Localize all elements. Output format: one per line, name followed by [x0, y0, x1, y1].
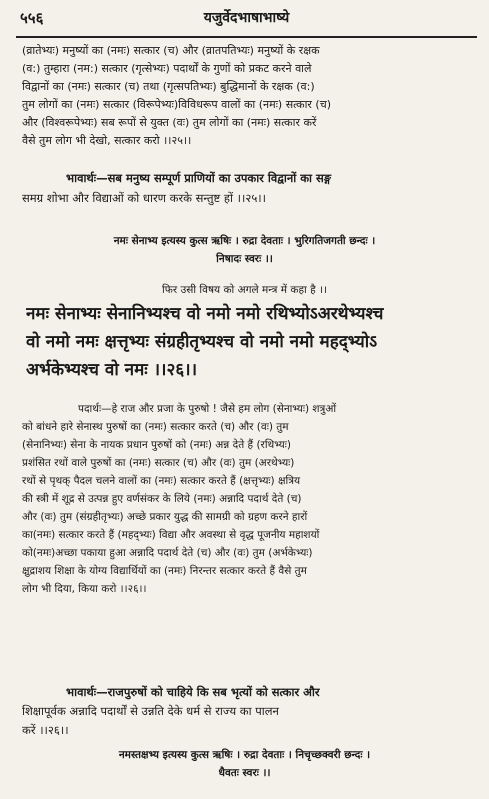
- text-line: शिक्षापूर्वक अन्नादि पदार्थों से उन्नति देके धर्म से राज्य का पालन: [22, 704, 279, 718]
- mantra-line: वो नमो नमः क्षत्तृभ्यः संग्रहीतृभ्यश्च वो नमो नमो महद्भ्योऽ: [26, 332, 378, 352]
- mantra-intro: [14, 282, 475, 298]
- rishi-devata-line-1: [14, 232, 475, 268]
- mantra-line: अर्भकेभ्यश्च वो नमः ।।२६।।: [26, 360, 198, 380]
- text-line: की स्त्री में शूद्र से उत्पन्न हुए वर्णसंकर के लिये (नमः) अन्नादि पदार्थ देते (च): [22, 493, 302, 505]
- text-line: का(नमः) सत्कार करते हैं (महद्भ्यः) विद्या और अवस्था से वृद्ध पूजनीय महाशयों: [22, 529, 320, 541]
- text-line: और (विश्वरूपेभ्यः) सब रूपों से युक्त (वः) तुम लोगों का (नमः) सत्कार करें: [22, 116, 317, 129]
- text-line: लोग भी दिया, किया करो ।।२६।।: [22, 583, 147, 595]
- header-rule: [16, 36, 477, 38]
- mantra-line: नमः सेनाभ्यः सेनानिभ्यश्च वो नमो नमो रथिभ्योऽअरथेभ्यश्च: [26, 304, 384, 324]
- text-line: क्षुद्राशय शिक्षा के योग्य विद्यार्थियों का (नमः) निरन्तर सत्कार करते हैं वैसे तुम: [22, 565, 307, 577]
- text-line: पदार्थः—हे राज और प्रजा के पुरुषो ! जैसे हम लोग (सेनाभ्यः) शत्रुओं: [78, 403, 337, 415]
- bhavartha-paragraph-1: [22, 168, 479, 208]
- text-line: (व्रातेभ्यः) मनुष्यों का (नमः) सत्कार (च) और (व्रातपतिभ्यः) मनुष्यों के रक्षक: [22, 44, 320, 57]
- bhavartha-paragraph-2: [22, 683, 479, 740]
- text-line: विद्वानों का (नमः) सत्कार (च) तथा (गृत्सपतिभ्यः) बुद्धिमानों के रक्षक (व:): [22, 80, 315, 93]
- text-line: तुम लोगों का (नमः) सत्कार (विरूपेभ्यः)विविधरूप वालों का (नमः) सत्कार (च): [22, 98, 331, 111]
- text-line: वैसे तुम लोग भी देखो, सत्कार करो ।।२५।।: [22, 134, 192, 147]
- text-line: समग्र शोभा और विद्याओं को धारण करके सन्तुष्ट हों ।।२५।।: [22, 191, 267, 205]
- text-line: और (वः) तुम (संग्रहीतृभ्यः) अच्छे प्रकार युद्ध की सामग्री को ग्रहण करने हारों: [22, 511, 308, 523]
- text-line: भावार्थः—राजपुरुषों को चाहिये कि सब भृत्यों को सत्कार और: [66, 685, 320, 699]
- text-line: भावार्थः—सब मनुष्य सम्पूर्ण प्राणियों का उपकार विद्वानों का सङ्ग: [66, 171, 332, 185]
- text-line: (व:) तुम्हारा (नम:) सत्कार (गृत्सेभ्यः) पदार्थों के गुणों को प्रकट करने वाले: [22, 62, 312, 75]
- text-line: को बांधने हारे सेनास्थ पुरुषों का (नमः) सत्कार करते (च) और (वः) तुम: [22, 421, 289, 433]
- text-line: फिर उसी विषय को अगले मन्त्र में कहा है ।।: [162, 284, 327, 296]
- text-line: करें ।।२६।।: [22, 723, 69, 737]
- page-header: [18, 8, 475, 30]
- mantra-verse: [26, 300, 479, 384]
- text-line: प्रशंसित रथों वाले पुरुषों का (नमः) सत्कार (च) और (वः) तुम (अरथेभ्यः): [22, 457, 295, 469]
- text-line: निषादः स्वरः ।।: [216, 253, 273, 265]
- text-line: रथों से पृथक् पैदल चलने वालों का (नमः) सत्कार करते हैं (क्षत्तृभ्यः) क्षत्रिय: [22, 475, 301, 487]
- text-line: नमस्तक्षभ्य इत्यस्य कुत्स ऋषिः । रुद्रा देवताः । निचृच्छक्वरी छन्दः ।: [118, 749, 371, 761]
- text-line: को(नमः)अच्छा पकाया हुआ अन्नादि पदार्थ देते (च) और (वः) तुम (अर्भकेभ्यः): [22, 547, 313, 559]
- padartha-paragraph-1: [22, 42, 479, 150]
- text-line: धैवतः स्वरः ।।: [218, 767, 271, 779]
- text-line: नमः सेनाभ्य इत्यस्य कुत्स ऋषिः । रुद्रा देवताः । भुरिगतिजगती छन्दः ।: [113, 235, 376, 247]
- text-line: (सेनानिभ्यः) सेना के नायक प्रधान पुरुषों को (नमः) अन्न देते हैं (रथिभ्यः): [22, 439, 291, 451]
- page-number: ५५६: [20, 9, 44, 27]
- running-title: यजुर्वेदभाषाभाष्ये: [203, 10, 290, 26]
- rishi-devata-line-2: [14, 746, 475, 782]
- padartha-paragraph-2: [22, 400, 479, 598]
